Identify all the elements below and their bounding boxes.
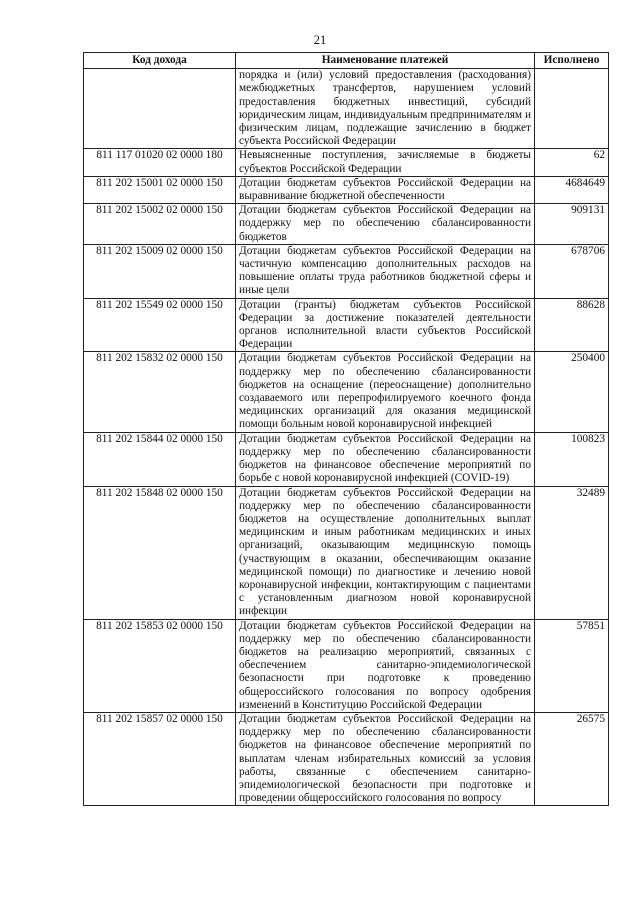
header-name: Наименование платежей: [236, 53, 535, 69]
table-row: [84, 432, 609, 486]
executed-amount: 62: [535, 149, 609, 176]
income-code: 811 202 15853 02 0000 150: [84, 619, 236, 712]
payment-name: Дотации бюджетам субъектов Российской Федерации на поддержку мер по обеспечению сбалансированности бюджетов: [236, 204, 535, 245]
income-code: 811 202 15009 02 0000 150: [84, 244, 236, 298]
table-row: [84, 244, 609, 298]
page-number: 21: [313, 33, 327, 47]
income-code: 811 202 15002 02 0000 150: [84, 204, 236, 245]
executed-amount: 4684649: [535, 176, 609, 203]
table-row: [84, 486, 609, 619]
revenue-table: [83, 52, 609, 806]
income-code: 811 202 15549 02 0000 150: [84, 298, 236, 352]
executed-amount: 100823: [535, 432, 609, 486]
payment-name: Дотации бюджетам субъектов Российской Федерации на выравнивание бюджетной обеспеченности: [236, 176, 535, 203]
payment-name: Дотации бюджетам субъектов Российской Федерации на поддержку мер по обеспечению сбалансированности бюджетов на осуществление дополнительных выплат медицинским и иным работникам медицинских и иных организаций, оказывающим медицинскую помощь (участвующим в оказании, обеспечивающим оказание медицинской помощи) по диагностике и лечению новой коронавирусной инфекции, контактирующим с пациентами с установленным диагнозом новой коронавирусной инфекции: [236, 486, 535, 619]
table-row: [84, 204, 609, 245]
income-code: 811 202 15848 02 0000 150: [84, 486, 236, 619]
header-row: [84, 53, 609, 69]
table-row: [84, 176, 609, 203]
header-amount: Исполнено: [535, 53, 609, 69]
payment-name: Дотации бюджетам субъектов Российской Федерации на поддержку мер по обеспечению сбалансированности бюджетов на финансовое обеспечение мероприятий по выплатам членам избирательных комиссий за условия работы, связанные с обеспечением санитарно-эпидемиологической безопасности при подготовке и проведении общероссийского голосования по вопросу: [236, 712, 535, 805]
income-code: [84, 69, 236, 149]
executed-amount: 88628: [535, 298, 609, 352]
executed-amount: 909131: [535, 204, 609, 245]
payment-name: Дотации бюджетам субъектов Российской Федерации на поддержку мер по обеспечению сбалансированности бюджетов на оснащение (переоснащение) дополнительно создаваемого или перепрофилируемого коечного фонда медицинских организаций для оказания медицинской помощи больным новой коронавирусной инфекцией: [236, 352, 535, 432]
income-code: 811 202 15832 02 0000 150: [84, 352, 236, 432]
executed-amount: [535, 69, 609, 149]
income-code: 811 202 15844 02 0000 150: [84, 432, 236, 486]
executed-amount: 32489: [535, 486, 609, 619]
payment-name: Дотации бюджетам субъектов Российской Федерации на поддержку мер по обеспечению сбалансированности бюджетов на реализацию мероприятий, связанных с обеспечением санитарно-эпидемиологической безопасности при подготовке к проведению общероссийского голосования по вопросу одобрения изменений в Конституцию Российской Федерации: [236, 619, 535, 712]
executed-amount: 26575: [535, 712, 609, 805]
payment-name: Дотации бюджетам субъектов Российской Федерации на поддержку мер по обеспечению сбалансированности бюджетов на финансовое обеспечение мероприятий по борьбе с новой коронавирусной инфекцией (COVID-19): [236, 432, 535, 486]
executed-amount: 57851: [535, 619, 609, 712]
table-row: [84, 712, 609, 805]
executed-amount: 678706: [535, 244, 609, 298]
table-row: [84, 298, 609, 352]
payment-name: Дотации бюджетам субъектов Российской Федерации на частичную компенсацию дополнительных расходов на повышение оплаты труда работников бюджетной сферы и иные цели: [236, 244, 535, 298]
payment-name: Невыясненные поступления, зачисляемые в бюджеты субъектов Российской Федерации: [236, 149, 535, 176]
payment-name: Дотации (гранты) бюджетам субъектов Российской Федерации за достижение показателей деятельности органов исполнительной власти субъектов Российской Федерации: [236, 298, 535, 352]
income-code: 811 202 15857 02 0000 150: [84, 712, 236, 805]
table-row: [84, 149, 609, 176]
payment-name: порядка и (или) условий предоставления (расходования) межбюджетных трансфертов, нарушением условий предоставления бюджетных инвестиций, субсидий юридическим лицам, индивидуальным предпринимателям и физическим лицам, подлежащие зачислению в бюджет субъекта Российской Федерации: [236, 69, 535, 149]
table-header: [84, 53, 609, 69]
income-code: 811 202 15001 02 0000 150: [84, 176, 236, 203]
executed-amount: 250400: [535, 352, 609, 432]
table-row: [84, 352, 609, 432]
income-code: 811 117 01020 02 0000 180: [84, 149, 236, 176]
table-row: [84, 619, 609, 712]
header-code: Код дохода: [84, 53, 236, 69]
table-row: [84, 69, 609, 149]
